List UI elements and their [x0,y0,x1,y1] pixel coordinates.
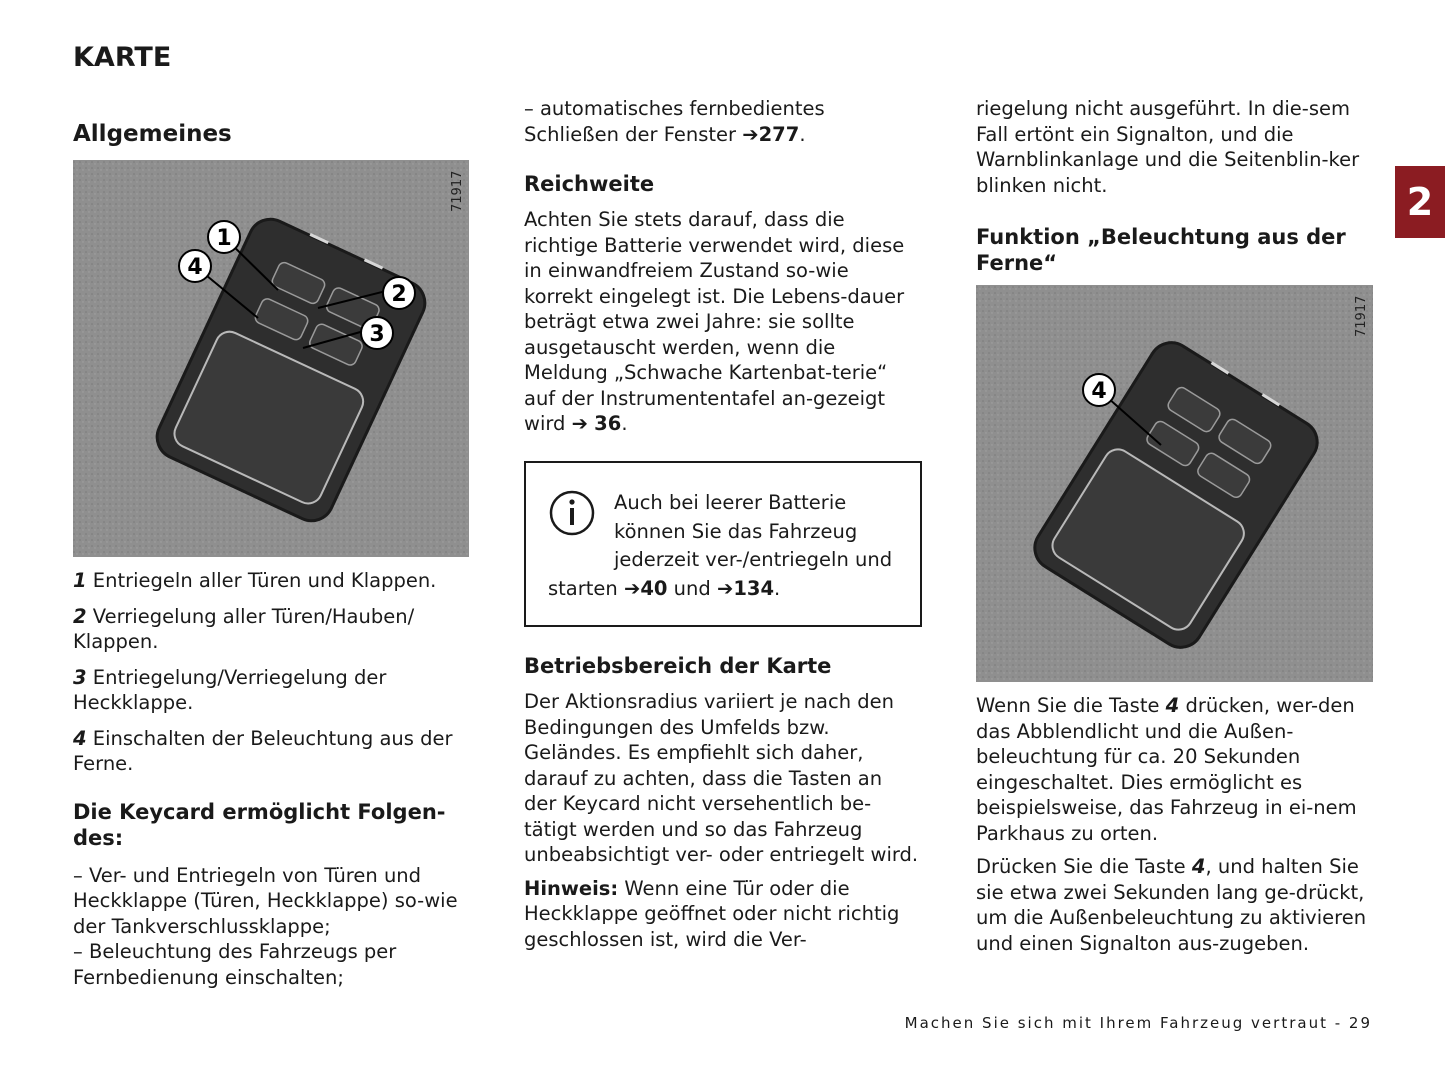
reichweite-paragraph: Achten Sie stets darauf, dass die richtige Batterie verwendet wird, diese in einwandfreiem Zustand so-wie korrekt eingelegt ist. Die Lebens-dauer beträgt etwa zwei Jahre: sie sollte ausgetauscht werden, wenn die Meldung „Schwache Kartenbat-terie“ auf der Instrumententafel an-gezeigt wird ➔ 36. [524,208,905,435]
page-footer: Machen Sie sich mit Ihrem Fahrzeug vertraut - 29 [904,1014,1372,1032]
legend-item-2: 2 Verriegelung aller Türen/Hauben/ Klappen. [73,604,415,653]
section-heading-beleuchtung: Funktion „Beleuchtung aus der Ferne“ [976,225,1346,275]
bullet-item: – Ver- und Entriegeln von Türen und Heckklappe (Türen, Heckklappe) so-wie der Tankverschlussklappe; [73,863,458,938]
arrow-right-icon: ➔ [742,122,759,146]
lighting-paragraph-2: Drücken Sie die Taste 4, und halten Sie sie etwa zwei Sekunden lang ge-drückt, um die Außenbeleuchtung zu aktivieren und einen Signalton aus-zugeben. [976,855,1367,955]
arrow-right-icon: ➔ [623,576,641,600]
section-heading-reichweite: Reichweite [524,172,655,196]
keycard-lighting-figure [976,285,1373,682]
legend-item-1: 1 Entriegeln aller Türen und Klappen. [73,569,437,592]
info-note-box [524,461,922,627]
right-column [976,96,1374,276]
bullet-item: – Beleuchtung des Fahrzeugs per Fernbedienung einschalten; [73,940,397,989]
arrow-right-icon: ➔ [716,576,734,600]
callout-2: 2 [391,282,407,307]
section-heading-allgemeines: Allgemeines [73,121,232,147]
legend-list [73,568,469,990]
left-column [73,120,469,148]
legend-item-3: 3 Entriegelung/Verriegelung der Heckklappe. [73,665,387,714]
arrow-right-icon: ➔ [571,412,588,435]
figure-id: 71917 [1354,295,1369,337]
keycard-lighting-illustration [976,285,1373,682]
hinweis-paragraph: Hinweis: Wenn eine Tür oder die Heckklappe geöffnet oder nicht richtig geschlossen ist, wird die Ver- [524,876,900,951]
lighting-paragraph-1: Wenn Sie die Taste 4 drücken, wer-den das Abblendlicht und die Außen-beleuchtung für ca. 20 Sekunden eingeschaltet. Dies ermöglicht es beispielsweise, das Fahrzeug in ei-nem Parkhaus zu orten. [976,694,1357,845]
right-column-lower [976,693,1374,956]
bullet-item-windows: – automatisches fernbedientes Schließen der Fenster ➔277. [524,97,825,146]
section-heading-betriebsbereich: Betriebsbereich der Karte [524,654,832,678]
page-title: KARTE [73,42,172,73]
legend-item-4: 4 Einschalten der Beleuchtung aus der Ferne. [73,726,453,775]
keycard-illustration [73,160,469,557]
middle-column-lower [524,653,920,952]
section-heading-keycard: Die Keycard ermöglicht Folgen-des: [73,799,446,850]
callout-3: 3 [369,322,385,347]
betrieb-paragraph: Der Aktionsradius variiert je nach den Bedingungen des Umfelds bzw. Geländes. Es empfiehlt sich daher, darauf zu achten, dass die Tasten an der Keycard nicht versehentlich be-tätigt werden und so das Fahrzeug unbeabsichtigt ver- oder entriegelt wird. [524,690,919,866]
callout-4: 4 [1091,379,1107,404]
continued-paragraph: riegelung nicht ausgeführt. In die-sem Fall ertönt ein Signalton, und die Warnblinkanlage und die Seitenblin-ker blinken nicht. [976,97,1360,197]
chapter-tab: 2 [1395,166,1445,238]
callout-1: 1 [216,226,232,251]
figure-id: 71917 [450,170,465,212]
callout-4: 4 [187,255,203,280]
middle-column [524,96,920,437]
keycard-figure [73,160,469,557]
info-note-text: Auch bei leerer Batterie können Sie das Fahrzeug jederzeit ver-/entriegeln und starten ➔40 und ➔134. [548,491,893,600]
